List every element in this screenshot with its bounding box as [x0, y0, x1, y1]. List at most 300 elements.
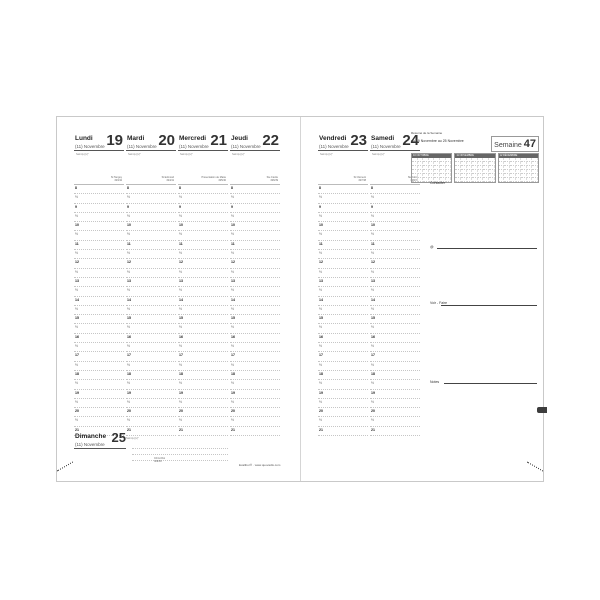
hour-row[interactable]	[318, 222, 368, 231]
hour-grid	[74, 185, 124, 436]
day-header	[318, 133, 368, 151]
hour-label: 9	[231, 204, 233, 209]
hour-label: ½	[319, 362, 322, 367]
hour-row[interactable]	[318, 390, 368, 399]
hour-row[interactable]	[74, 371, 124, 380]
feast-label: Ste Flora 328/37	[407, 176, 418, 182]
saint-label: Saint(e)(s)*	[320, 153, 333, 156]
hour-label: 20	[127, 409, 131, 414]
hour-label: 21	[371, 427, 375, 432]
hour-row[interactable]	[126, 287, 176, 296]
hour-label: 17	[231, 353, 235, 358]
hour-row[interactable]	[230, 352, 280, 361]
hour-label: ½	[179, 232, 182, 237]
hour-row[interactable]	[370, 250, 420, 259]
feast-label: St Edmond 324/41	[161, 176, 174, 182]
hour-row[interactable]	[230, 204, 280, 213]
hour-row[interactable]	[126, 324, 176, 333]
hour-row[interactable]	[178, 297, 228, 306]
hour-label: ½	[179, 195, 182, 200]
hour-row[interactable]	[126, 204, 176, 213]
hour-row[interactable]	[74, 194, 124, 203]
hour-label: ½	[319, 306, 322, 311]
hour-label: ½	[75, 251, 78, 256]
hour-label: ½	[127, 399, 130, 404]
hour-row[interactable]	[318, 204, 368, 213]
hour-grid	[178, 185, 228, 436]
hour-label: ½	[179, 418, 182, 423]
day-number: 24	[402, 132, 419, 149]
hour-row[interactable]	[370, 362, 420, 371]
mini-calendar-month: 12 DÉCEMBRE	[499, 154, 538, 158]
section-divider	[441, 305, 537, 306]
hour-row[interactable]	[318, 408, 368, 417]
hour-row[interactable]	[126, 185, 176, 194]
hour-label: ½	[371, 288, 374, 293]
hour-label: 16	[127, 334, 131, 339]
hour-row[interactable]	[178, 222, 228, 231]
hour-label: 14	[319, 297, 323, 302]
hour-row[interactable]	[370, 222, 420, 231]
day-note-area[interactable]	[178, 151, 228, 185]
hour-row[interactable]	[74, 204, 124, 213]
hour-label: 14	[75, 297, 79, 302]
hour-label: 9	[127, 204, 129, 209]
sunday-block[interactable]	[74, 430, 180, 463]
hour-row[interactable]	[178, 390, 228, 399]
hour-row[interactable]	[370, 185, 420, 194]
hour-row[interactable]	[318, 297, 368, 306]
hour-row[interactable]	[126, 306, 176, 315]
hour-label: 11	[179, 241, 183, 246]
hour-row[interactable]	[370, 315, 420, 324]
hour-label: 19	[231, 390, 235, 395]
hour-label: ½	[75, 381, 78, 386]
hour-row[interactable]	[178, 399, 228, 408]
hour-row[interactable]	[126, 241, 176, 250]
hour-row[interactable]	[126, 417, 176, 426]
hour-row[interactable]	[230, 315, 280, 324]
hour-row[interactable]	[370, 408, 420, 417]
hour-row[interactable]	[74, 362, 124, 371]
hour-label: 11	[127, 241, 131, 246]
hour-label: 19	[179, 390, 183, 395]
hour-row[interactable]	[230, 306, 280, 315]
day-number: 21	[210, 132, 227, 149]
hour-row[interactable]	[126, 222, 176, 231]
hour-row[interactable]	[178, 213, 228, 222]
hour-row[interactable]	[178, 408, 228, 417]
hour-label: 11	[371, 241, 375, 246]
hour-label: 15	[231, 316, 235, 321]
hour-row[interactable]	[126, 297, 176, 306]
hour-row[interactable]	[370, 204, 420, 213]
hour-label: ½	[75, 306, 78, 311]
hour-row[interactable]	[178, 362, 228, 371]
hour-label: 12	[319, 260, 323, 265]
hour-label: 10	[127, 223, 131, 228]
hour-label: ½	[231, 325, 234, 330]
hour-label: 20	[75, 409, 79, 414]
day-column-vendredi	[318, 132, 368, 432]
hour-row[interactable]	[318, 213, 368, 222]
hour-row[interactable]	[178, 259, 228, 268]
hour-row[interactable]	[230, 362, 280, 371]
hour-label: ½	[371, 269, 374, 274]
day-month: (11) Novembre	[75, 442, 105, 447]
hour-row[interactable]	[74, 241, 124, 250]
hour-row[interactable]	[126, 194, 176, 203]
hour-row[interactable]	[318, 399, 368, 408]
hour-row[interactable]	[74, 343, 124, 352]
hour-row[interactable]	[230, 371, 280, 380]
hour-label: 14	[127, 297, 131, 302]
day-header	[74, 431, 126, 449]
hour-label: 19	[319, 390, 323, 395]
hour-row[interactable]	[74, 250, 124, 259]
day-column-lundi	[74, 132, 124, 432]
hour-row[interactable]	[370, 417, 420, 426]
hour-row[interactable]	[126, 399, 176, 408]
day-month: (11) Novembre	[371, 144, 401, 149]
hour-row[interactable]	[126, 380, 176, 389]
hour-row[interactable]	[126, 371, 176, 380]
hour-row[interactable]	[74, 352, 124, 361]
day-header	[126, 133, 176, 151]
hour-row[interactable]	[318, 287, 368, 296]
hour-row[interactable]	[230, 380, 280, 389]
hour-row[interactable]	[74, 315, 124, 324]
hour-row[interactable]	[370, 269, 420, 278]
hour-label: ½	[75, 195, 78, 200]
section-email: @	[430, 245, 434, 249]
hour-row[interactable]	[370, 334, 420, 343]
hour-label: 15	[179, 316, 183, 321]
hour-label: ½	[371, 344, 374, 349]
hour-row[interactable]	[318, 371, 368, 380]
hour-row[interactable]	[370, 287, 420, 296]
hour-row[interactable]	[178, 241, 228, 250]
hour-row[interactable]	[178, 250, 228, 259]
hour-row[interactable]	[178, 315, 228, 324]
hour-label: 20	[179, 409, 183, 414]
hour-label: 9	[179, 204, 181, 209]
hour-row[interactable]	[230, 222, 280, 231]
hour-label: 18	[231, 371, 235, 376]
hour-row[interactable]	[178, 278, 228, 287]
hour-row[interactable]	[370, 194, 420, 203]
hour-label: ½	[179, 325, 182, 330]
hour-row[interactable]	[178, 287, 228, 296]
hour-row[interactable]	[74, 380, 124, 389]
hour-label: ½	[371, 418, 374, 423]
hour-row[interactable]	[318, 362, 368, 371]
hour-label: ½	[127, 306, 130, 311]
hour-row[interactable]	[370, 399, 420, 408]
hour-row[interactable]	[318, 231, 368, 240]
hour-row[interactable]	[126, 390, 176, 399]
hour-row[interactable]	[74, 259, 124, 268]
hour-label: 16	[179, 334, 183, 339]
day-name: Jeudi	[231, 135, 248, 142]
hour-label: 14	[179, 297, 183, 302]
day-month: (11) Novembre	[127, 144, 157, 149]
hour-label: 18	[127, 371, 131, 376]
hour-row[interactable]	[178, 185, 228, 194]
day-name: Mercredi	[179, 135, 207, 142]
hour-row[interactable]	[230, 250, 280, 259]
hour-row[interactable]	[230, 297, 280, 306]
hour-row[interactable]	[178, 194, 228, 203]
hour-label: 15	[319, 316, 323, 321]
hour-row[interactable]	[318, 278, 368, 287]
day-note-area[interactable]	[126, 151, 176, 185]
hour-row[interactable]	[230, 408, 280, 417]
hour-label: 21	[179, 427, 183, 432]
day-month: (11) Novembre	[75, 144, 105, 149]
hour-row[interactable]	[126, 352, 176, 361]
day-note-area[interactable]	[318, 151, 368, 185]
hour-row[interactable]	[74, 287, 124, 296]
hour-label: 21	[127, 427, 131, 432]
hour-label: 13	[371, 278, 375, 283]
feast-label: St Tanguy 323/42	[110, 176, 122, 182]
hour-label: ½	[319, 399, 322, 404]
hour-row[interactable]	[230, 259, 280, 268]
hour-row[interactable]	[318, 380, 368, 389]
hour-row[interactable]	[318, 194, 368, 203]
hour-row[interactable]	[230, 334, 280, 343]
hour-row[interactable]	[318, 427, 368, 436]
feast-label: Ste Cécile 326/39	[266, 176, 278, 182]
hour-label: ½	[319, 269, 322, 274]
hour-row[interactable]	[74, 390, 124, 399]
hour-row[interactable]	[230, 185, 280, 194]
hour-grid	[230, 185, 280, 436]
mini-calendar-month: 10 OCTOBRE	[412, 154, 451, 158]
hour-row[interactable]	[74, 222, 124, 231]
hour-label: 20	[371, 409, 375, 414]
day-name: Vendredi	[319, 135, 347, 142]
hour-row[interactable]	[74, 269, 124, 278]
hour-label: ½	[319, 213, 322, 218]
hour-row[interactable]	[230, 269, 280, 278]
hour-label: ½	[179, 399, 182, 404]
page-tab-marker[interactable]	[537, 407, 547, 413]
hour-label: ½	[231, 232, 234, 237]
hour-row[interactable]	[230, 278, 280, 287]
hour-row[interactable]	[230, 343, 280, 352]
hour-label: ½	[231, 251, 234, 256]
hour-label: 10	[75, 223, 79, 228]
hour-label: ½	[319, 195, 322, 200]
hour-row[interactable]	[126, 343, 176, 352]
hour-row[interactable]	[178, 306, 228, 315]
hour-row[interactable]	[230, 399, 280, 408]
hour-row[interactable]	[370, 278, 420, 287]
hour-label: ½	[179, 381, 182, 386]
hour-row[interactable]	[178, 204, 228, 213]
hour-row[interactable]	[230, 287, 280, 296]
hour-row[interactable]	[126, 278, 176, 287]
hour-row[interactable]	[74, 213, 124, 222]
day-header	[74, 133, 124, 151]
hour-label: ½	[371, 399, 374, 404]
hour-row[interactable]	[74, 231, 124, 240]
hour-row[interactable]	[230, 324, 280, 333]
hour-row[interactable]	[74, 334, 124, 343]
hour-label: ½	[75, 325, 78, 330]
hour-label: 18	[179, 371, 183, 376]
hour-label: 21	[319, 427, 323, 432]
hour-label: ½	[127, 418, 130, 423]
hour-row[interactable]	[74, 297, 124, 306]
day-note-area[interactable]	[230, 151, 280, 185]
hour-label: 16	[231, 334, 235, 339]
hour-label: 17	[319, 353, 323, 358]
hour-label: 8	[371, 186, 373, 190]
hour-label: ½	[75, 288, 78, 293]
hour-row[interactable]	[370, 306, 420, 315]
hour-label: 17	[179, 353, 183, 358]
saint-label: Saint(e)(s)*	[128, 153, 141, 156]
hour-row[interactable]	[230, 427, 280, 436]
hour-label: 9	[75, 204, 77, 209]
week-range: du 19 Novembre au 25 Novembre	[411, 139, 464, 143]
hour-row[interactable]	[318, 352, 368, 361]
hour-row[interactable]	[126, 334, 176, 343]
hour-label: ½	[127, 251, 130, 256]
week-number-badge: Semaine 47	[491, 136, 539, 152]
hour-row[interactable]	[126, 269, 176, 278]
hour-row[interactable]	[178, 427, 228, 436]
saint-label: Saint(e)(s)*	[76, 153, 89, 156]
hour-label: ½	[231, 288, 234, 293]
hour-row[interactable]	[74, 306, 124, 315]
hour-row[interactable]	[370, 241, 420, 250]
hour-label: ½	[179, 344, 182, 349]
hour-row[interactable]	[74, 408, 124, 417]
hour-row[interactable]	[318, 324, 368, 333]
hour-row[interactable]	[74, 417, 124, 426]
hour-row[interactable]	[318, 334, 368, 343]
hour-row[interactable]	[178, 269, 228, 278]
hour-row[interactable]	[318, 417, 368, 426]
hour-label: ½	[179, 213, 182, 218]
hour-row[interactable]	[370, 352, 420, 361]
day-number: 20	[158, 132, 175, 149]
hour-row[interactable]	[230, 390, 280, 399]
hour-row[interactable]	[370, 343, 420, 352]
hour-row[interactable]	[178, 334, 228, 343]
hour-row[interactable]	[370, 371, 420, 380]
hour-row[interactable]	[370, 324, 420, 333]
hour-label: ½	[127, 288, 130, 293]
hour-label: 12	[75, 260, 79, 265]
hour-row[interactable]	[178, 324, 228, 333]
section-divider	[444, 383, 537, 384]
hour-row[interactable]	[370, 213, 420, 222]
hour-row[interactable]	[178, 380, 228, 389]
day-note-area[interactable]	[74, 151, 124, 185]
hour-row[interactable]	[370, 390, 420, 399]
hour-row[interactable]	[318, 306, 368, 315]
hour-row[interactable]	[126, 408, 176, 417]
hour-row[interactable]	[74, 399, 124, 408]
hour-label: ½	[75, 418, 78, 423]
hour-row[interactable]	[370, 259, 420, 268]
hour-row[interactable]	[126, 259, 176, 268]
hour-grid	[126, 185, 176, 436]
hour-row[interactable]	[126, 250, 176, 259]
hour-row[interactable]	[318, 269, 368, 278]
hour-label: ½	[319, 418, 322, 423]
hour-row[interactable]	[74, 324, 124, 333]
hour-row[interactable]	[178, 231, 228, 240]
hour-row[interactable]	[230, 241, 280, 250]
hour-row[interactable]	[370, 427, 420, 436]
day-header	[178, 133, 228, 151]
day-number: 22	[262, 132, 279, 149]
section-contacter: Contacter	[430, 181, 446, 185]
hour-label: ½	[319, 232, 322, 237]
hour-label: 8	[231, 186, 233, 190]
hour-row[interactable]	[318, 241, 368, 250]
hour-row[interactable]	[74, 185, 124, 194]
hour-row[interactable]	[126, 362, 176, 371]
hour-row[interactable]	[230, 231, 280, 240]
hour-row[interactable]	[370, 231, 420, 240]
hour-row[interactable]	[318, 259, 368, 268]
hour-row[interactable]	[74, 278, 124, 287]
hour-row[interactable]	[126, 231, 176, 240]
hour-row[interactable]	[318, 343, 368, 352]
hour-row[interactable]	[370, 297, 420, 306]
hour-row[interactable]	[230, 213, 280, 222]
hour-grid	[318, 185, 368, 436]
hour-row[interactable]	[230, 417, 280, 426]
day-number: 19	[106, 132, 123, 149]
hour-row[interactable]	[178, 371, 228, 380]
hour-label: ½	[127, 213, 130, 218]
hour-row[interactable]	[318, 315, 368, 324]
day-month: (11) Novembre	[319, 144, 349, 149]
hour-label: 13	[75, 278, 79, 283]
hour-row[interactable]	[126, 315, 176, 324]
hour-row[interactable]	[178, 352, 228, 361]
mini-calendar	[411, 153, 452, 183]
hour-label: 16	[371, 334, 375, 339]
hour-row[interactable]	[178, 343, 228, 352]
hour-row[interactable]	[230, 194, 280, 203]
hour-grid	[370, 185, 420, 436]
day-name: Mardi	[127, 135, 145, 142]
hour-row[interactable]	[126, 213, 176, 222]
hour-label: 11	[231, 241, 235, 246]
hour-label: 17	[127, 353, 131, 358]
hour-label: ½	[179, 288, 182, 293]
feast-label: St Clément 327/38	[353, 176, 366, 182]
hour-label: ½	[179, 269, 182, 274]
section-voir-faire: Voir - Faire	[430, 301, 448, 305]
hour-row[interactable]	[318, 185, 368, 194]
hour-label: ½	[127, 362, 130, 367]
hour-row[interactable]	[318, 250, 368, 259]
hour-row[interactable]	[370, 380, 420, 389]
day-number: 23	[350, 132, 367, 149]
hour-row[interactable]	[178, 417, 228, 426]
hour-label: 20	[231, 409, 235, 414]
